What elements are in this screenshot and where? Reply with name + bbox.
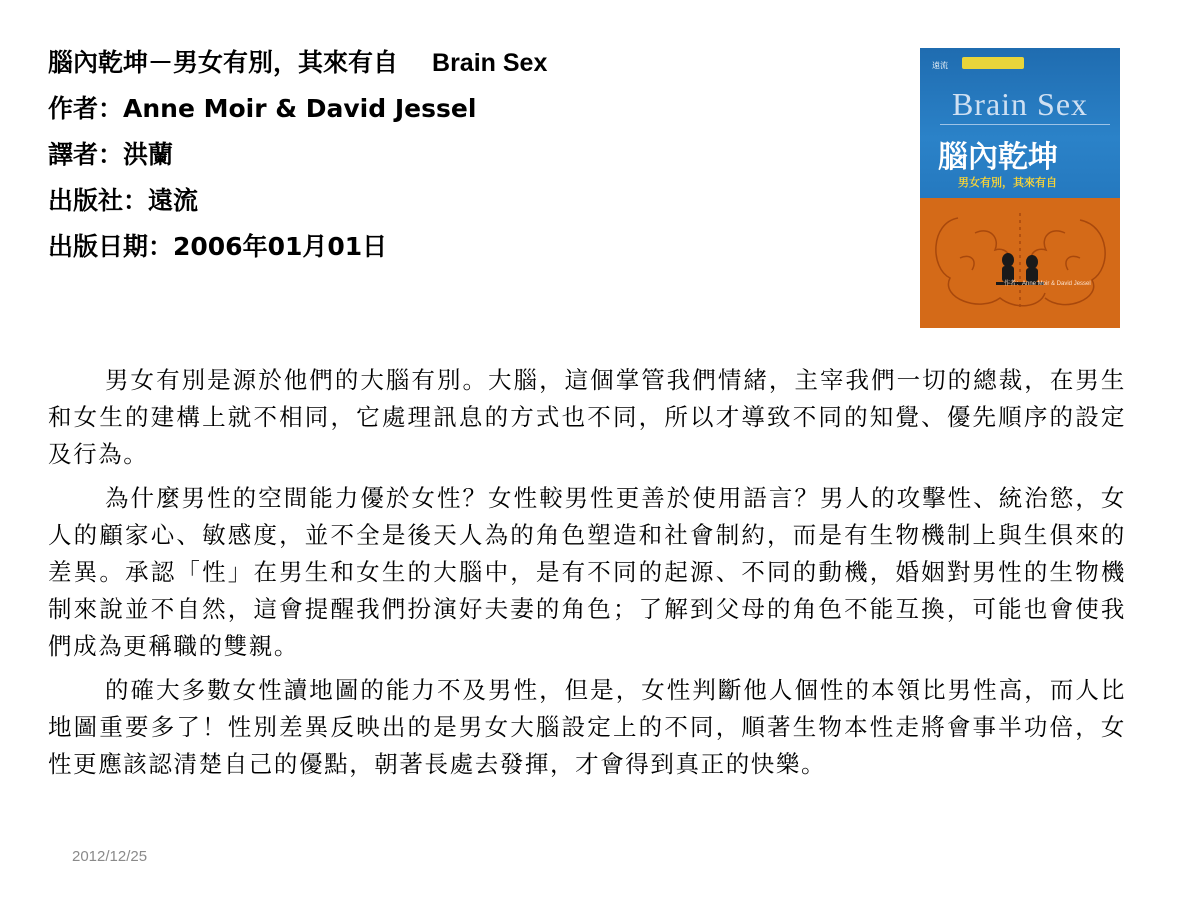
description-paragraph-2: 為什麼男性的空間能力優於女性？女性較男性更善於使用語言？男人的攻擊性、統治慾，女人的顧家心、敏感度，並不全是後天人為的角色塑造和社會制約，而是有生物機制上與生俱來的差異。承認「性」在男生和女生的大腦中，是有不同的起源、不同的動機，婚姻對男性的生物機制來說並不自然，這會提醒我們扮演好夫妻的角色；了解到父母的角色不能互換，可能也會使我們成為更稱職的雙親。 (48, 484, 1126, 660)
description-paragraph-3: 的確大多數女性讀地圖的能力不及男性，但是，女性判斷他人個性的本領比男性高，而人比地圖重要多了！性別差異反映出的是男女大腦設定上的不同，順著生物本性走將會事半功倍，女性更應該認清楚自己的優點，朝著長處去發揮，才會得到真正的快樂。 (48, 676, 1126, 778)
book-publisher: 出版社：遠流 (48, 186, 199, 215)
book-translator: 譯者：洪蘭 (48, 140, 174, 169)
book-description (48, 362, 1148, 790)
book-info (48, 40, 868, 270)
cover-title-en: Brain Sex (951, 86, 1089, 122)
cover-tagline: 男女有別，其來有自 (958, 176, 1057, 189)
cover-divider (940, 124, 1110, 129)
book-pub-date: 出版日期：2006年01月01日 (48, 232, 388, 261)
book-title-zh: 腦內乾坤－男女有別，其來有自 (48, 48, 399, 77)
cover-publisher-mark: 遠流 (932, 61, 948, 70)
description-paragraph-1: 男女有別是源於他們的大腦有別。大腦，這個掌管我們情緒，主宰我們一切的總裁，在男生和女生的建構上就不相同，它處理訊息的方式也不同，所以才導致不同的知覺、優先順序的設定及行為。 (48, 366, 1126, 468)
book-author: 作者：Anne Moir & David Jessel (48, 94, 477, 123)
cover-brain-illustration (920, 198, 1120, 328)
book-title-en: Brain Sex (432, 49, 548, 77)
cover-badge (962, 57, 1024, 69)
footer-date: 2012/12/25 (72, 848, 148, 865)
book-cover-image (920, 48, 1120, 328)
cover-author-text: 作者：Anne Moir & David Jessel (1004, 281, 1091, 287)
book-title-line (48, 40, 868, 86)
cover-title-zh: 腦內乾坤 (938, 140, 1058, 175)
